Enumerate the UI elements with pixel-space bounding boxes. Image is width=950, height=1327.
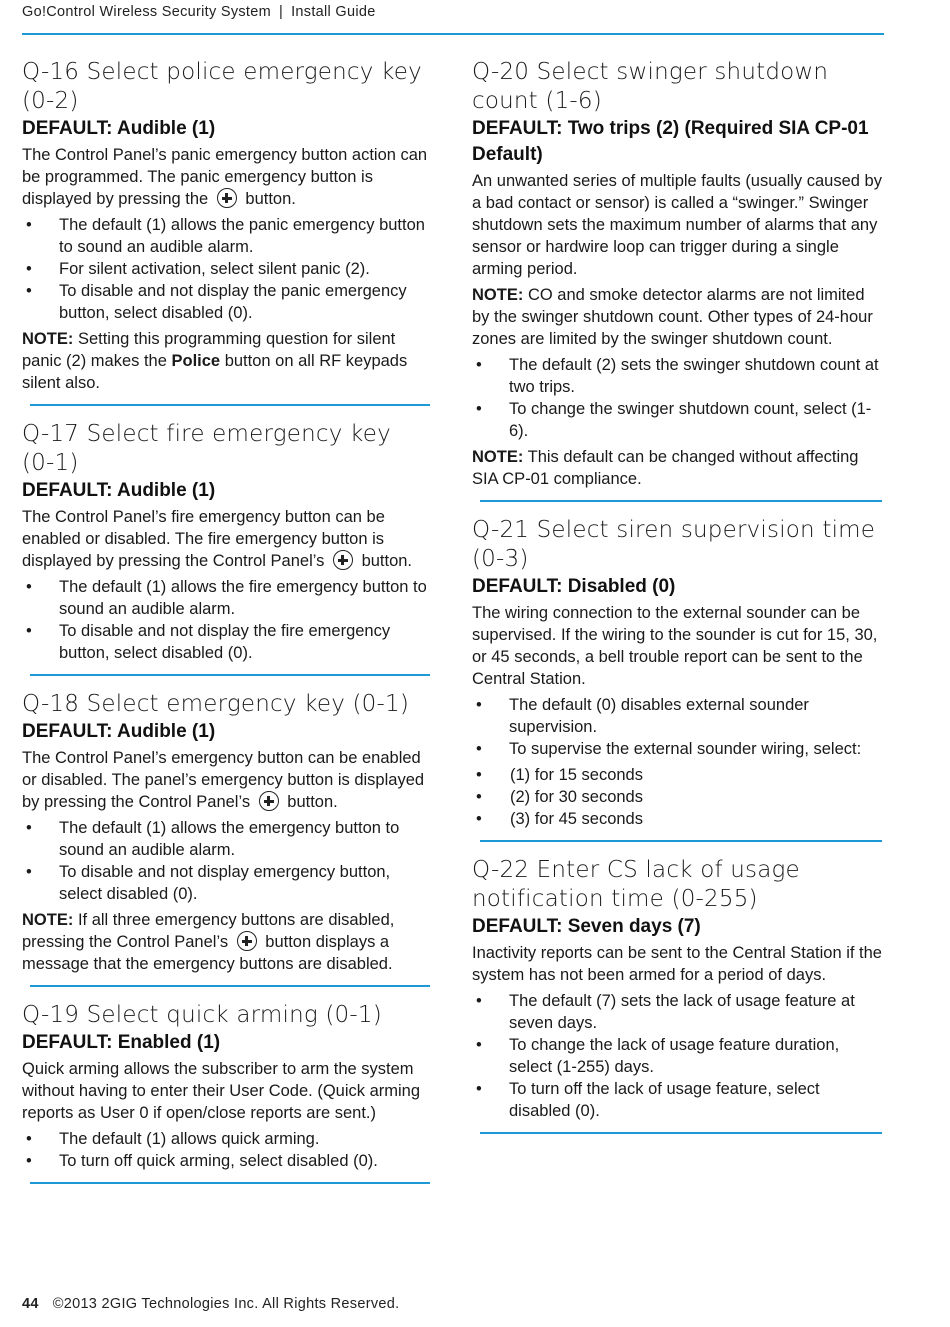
default-value: DEFAULT: Seven days (7) bbox=[472, 916, 701, 937]
list-item: • To disable and not display emergency button, select disabled (0). bbox=[22, 861, 430, 905]
note: NOTE: If all three emergency buttons are disabled, pressing the Control Panel’s button displays a message that the emergency buttons are disabled. bbox=[22, 911, 395, 973]
list-item: • The default (2) sets the swinger shutdown count at two trips. bbox=[472, 354, 882, 398]
list-item: • To disable and not display the panic emergency button, select disabled (0). bbox=[22, 280, 430, 324]
section-body: The Control Panel’s emergency button can be enabled or disabled. The panel’s emergency button is displayed by pressing the Control Panel’s button. bbox=[22, 749, 425, 811]
list-item: • The default (0) disables external sounder supervision. bbox=[472, 694, 882, 738]
bullet-list bbox=[22, 576, 430, 664]
section-q19 bbox=[22, 1001, 430, 1184]
note: NOTE: CO and smoke detector alarms are not limited by the swinger shutdown count. Other types of 24-hour zones are limited by the swinger shutdown count. bbox=[472, 286, 873, 348]
section-body: The Control Panel’s panic emergency button action can be programmed. The panic emergency button is displayed by pressing the button. bbox=[22, 146, 428, 208]
list-item: • To change the lack of usage feature duration, select (1-255) days. bbox=[472, 1034, 882, 1078]
bullet-list bbox=[22, 214, 430, 324]
right-column bbox=[472, 58, 882, 1148]
section-q18 bbox=[22, 690, 430, 987]
section-divider bbox=[480, 500, 882, 502]
section-body: Quick arming allows the subscriber to arm the system without having to enter their User Code. (Quick arming reports as User 0 if open/close reports are sent.) bbox=[22, 1060, 421, 1122]
section-divider bbox=[480, 1132, 882, 1134]
page-number: 44 bbox=[22, 1296, 39, 1312]
note: NOTE: This default can be changed without affecting SIA CP-01 compliance. bbox=[472, 448, 859, 488]
list-item: • To turn off quick arming, select disabled (0). bbox=[22, 1150, 430, 1172]
sub-bullet-list bbox=[472, 764, 882, 830]
section-title: Q-20 Select swinger shutdown count (1-6) bbox=[472, 59, 829, 114]
default-value: DEFAULT: Enabled (1) bbox=[22, 1032, 221, 1053]
section-divider bbox=[30, 404, 430, 406]
list-item: • The default (1) allows the panic emergency button to sound an audible alarm. bbox=[22, 214, 430, 258]
section-divider bbox=[30, 985, 430, 987]
page-header: Go!Control Wireless Security System | Install Guide bbox=[22, 4, 884, 35]
section-divider bbox=[30, 1182, 430, 1184]
list-item: • To turn off the lack of usage feature, select disabled (0). bbox=[472, 1078, 882, 1122]
default-value: DEFAULT: Audible (1) bbox=[22, 480, 216, 501]
section-title: Q-22 Enter CS lack of usage notification time (0-255) bbox=[472, 857, 800, 912]
list-item: • (3) for 45 seconds bbox=[472, 808, 882, 830]
header-product: Go!Control Wireless Security System bbox=[22, 4, 272, 20]
list-item: • The default (1) allows quick arming. bbox=[22, 1128, 430, 1150]
default-value: DEFAULT: Disabled (0) bbox=[472, 576, 676, 597]
section-q22 bbox=[472, 856, 882, 1134]
section-body: The Control Panel’s fire emergency button can be enabled or disabled. The fire emergency button is displayed by pressing the Control Panel’s button. bbox=[22, 508, 413, 570]
left-column bbox=[22, 58, 430, 1198]
header-doc: Install Guide bbox=[291, 4, 376, 20]
list-item: • The default (7) sets the lack of usage feature at seven days. bbox=[472, 990, 882, 1034]
default-value: DEFAULT: Two trips (2) (Required SIA CP-01 Default) bbox=[472, 118, 869, 165]
list-item: • (2) for 30 seconds bbox=[472, 786, 882, 808]
emergency-plus-icon bbox=[333, 550, 353, 570]
section-title: Q-16 Select police emergency key (0-2) bbox=[22, 59, 422, 114]
section-q16 bbox=[22, 58, 430, 406]
bullet-list bbox=[472, 990, 882, 1122]
note: NOTE: Setting this programming question for silent panic (2) makes the Police button on all RF keypads silent also. bbox=[22, 330, 408, 392]
emergency-plus-icon bbox=[237, 931, 257, 951]
section-title: Q-17 Select fire emergency key (0-1) bbox=[22, 421, 391, 476]
section-q17 bbox=[22, 420, 430, 676]
bullet-list bbox=[472, 354, 882, 442]
bullet-list bbox=[22, 817, 430, 905]
section-title: Q-18 Select emergency key (0-1) bbox=[22, 691, 410, 717]
default-value: DEFAULT: Audible (1) bbox=[22, 118, 216, 139]
emergency-plus-icon bbox=[217, 188, 237, 208]
section-body: The wiring connection to the external sounder can be supervised. If the wiring to the sounder is cut for 15, 30, or 45 seconds, a bell trouble report can be sent to the Central Station. bbox=[472, 604, 878, 688]
list-item: • The default (1) allows the fire emergency button to sound an audible alarm. bbox=[22, 576, 430, 620]
list-item: • To disable and not display the fire emergency button, select disabled (0). bbox=[22, 620, 430, 664]
copyright: ©2013 2GIG Technologies Inc. All Rights Reserved. bbox=[52, 1296, 400, 1312]
emergency-plus-icon bbox=[259, 791, 279, 811]
section-q20 bbox=[472, 58, 882, 502]
list-item: • (1) for 15 seconds bbox=[472, 764, 882, 786]
list-item: • To supervise the external sounder wiring, select: bbox=[472, 738, 882, 760]
section-title: Q-19 Select quick arming (0-1) bbox=[22, 1002, 382, 1028]
section-divider bbox=[30, 674, 430, 676]
section-divider bbox=[480, 840, 882, 842]
list-item: • The default (1) allows the emergency button to sound an audible alarm. bbox=[22, 817, 430, 861]
section-title: Q-21 Select siren supervision time (0-3) bbox=[472, 517, 876, 572]
list-item: • To change the swinger shutdown count, select (1-6). bbox=[472, 398, 882, 442]
bullet-list bbox=[22, 1128, 430, 1172]
section-body: An unwanted series of multiple faults (usually caused by a bad contact or sensor) is called a “swinger.” Swinger shutdown sets the maximum number of alarms that any sensor or hardwire loop can trigger during a single arming period. bbox=[472, 172, 882, 278]
section-q21 bbox=[472, 516, 882, 842]
default-value: DEFAULT: Audible (1) bbox=[22, 721, 216, 742]
section-body: Inactivity reports can be sent to the Central Station if the system has not been armed for a period of days. bbox=[472, 944, 882, 984]
page-footer bbox=[22, 1296, 399, 1312]
list-item: • For silent activation, select silent panic (2). bbox=[22, 258, 430, 280]
bullet-list bbox=[472, 694, 882, 760]
